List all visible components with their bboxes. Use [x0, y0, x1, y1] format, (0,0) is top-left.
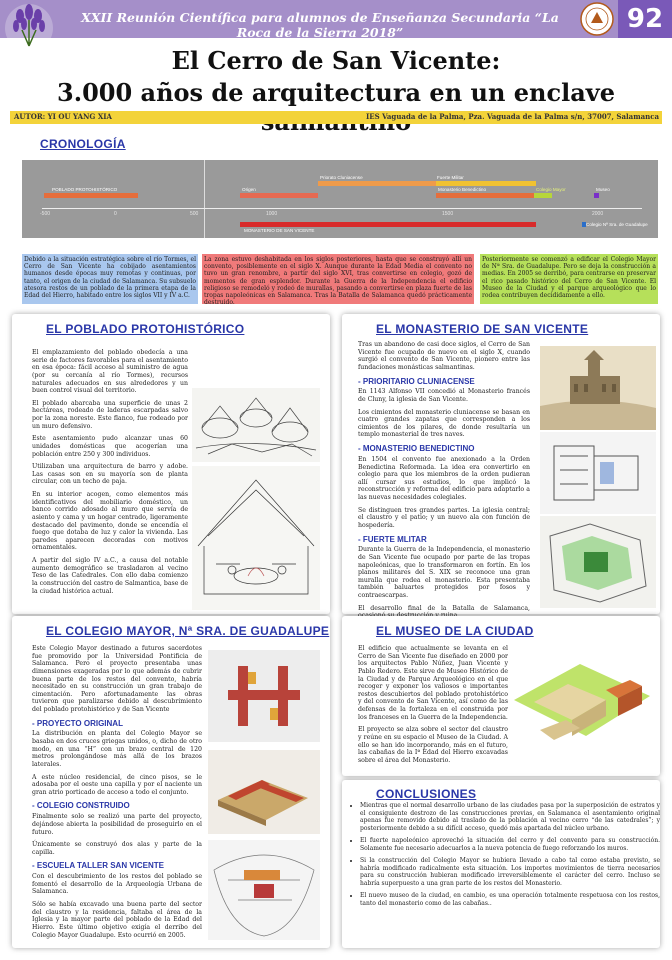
colegio-paragraph: Con el descubrimiento de los restos del poblado se fomentó el desarrollo de la Arqueología Urbana de Salamanca.	[32, 873, 202, 896]
monasterio-paragraph: Se distinguen tres grandes partes. La iglesia central; el claustro y el patio; y un nuevo ala con función de hospedería.	[358, 506, 530, 529]
museo-3d-model	[510, 640, 654, 768]
tick-label: 1000	[266, 211, 278, 217]
bar-colegio-mayor	[534, 193, 552, 198]
timeline-box-2: La zona estuvo deshabitada en los siglos posteriores, hasta que se construyó allí un convento, posiblemente en el siglo X. Aunque durante la Edad Media el convento no tuvo un gran renombre, a partir del siglo XVI, tras convertirse en colegio, gozó de momentos de gran esplendor. Durante la Guerra de la Independencia el edificio religioso se remodeló y rodeó de murallas, pasando a convertirse en plaza fuerte de las tropas napoleónicas en Salamanca. Tras la Batalla de Salamanca quedó prácticamente destruido.	[204, 256, 472, 307]
timeline-divider	[204, 160, 205, 238]
conclusion-item: • Mientras que el normal desarrollo urbano de las ciudades pasa por la superposición de estratos y el consiguiente destrozo de las construcciones previas, en Salamanca el asentamiento original apenas fue removido debido al traslado de la población al vecino cerro “de las catedrales”; y posteriormente debido a su difícil acceso, quedó más apartada del núcleo urbano.	[360, 802, 660, 832]
timeline-axis	[42, 208, 642, 209]
tick-label: 2000	[592, 211, 604, 217]
bar-fuerte	[436, 181, 536, 186]
cronologia-heading: CRONOLOGÍA	[40, 137, 126, 151]
colegio-paragraph: Sólo se había excavado una buena parte del sector del claustro y la residencia, faltaba el área de la Iglesia y la mayor parte del poblado de la Edad del Hierro. Este último objetivo exigía el derribo del Colegio Mayor Guadalupe. Esto ocurrió en 2005.	[32, 901, 202, 939]
subheading-priorato: - PRIORITARIO CLUNIACENSE	[358, 376, 475, 386]
colegio-built-model	[208, 750, 320, 834]
bar-label-colegio-mayor: Colegio Mayor	[536, 187, 566, 192]
monasterio-paragraph: En 1143 Alfonso VII concedió al Monasterio francés de Cluny, la iglesia de San Vicente.	[358, 388, 530, 403]
poblado-paragraph: El emplazamiento del poblado obedecía a una serie de factores favorables para el asentamiento en esa época: fácil acceso al suministro de agua (por su cercanía al río Tormes), recursos naturales adecuados en sus alrededores y un buen control visual del territorio.	[32, 349, 188, 395]
poblado-heading: EL POBLADO PROTOHISTÓRICO	[46, 322, 245, 336]
museo-text	[358, 645, 508, 769]
timeline-box-1: Debido a la situación estratégica sobre el río Tormes, el Cerro de San Vicente ha cobijado asentamientos humanos desde épocas muy remotas y continuas, por tanto, el origen de la ciudad de Salamanca. Su subsuelo atesora restos de un poblado de la primera etapa de la Edad del Hierro, habitado entre los siglos VII y IV a.C.	[22, 254, 198, 304]
bar-label-museo: Museo	[596, 187, 610, 192]
tick-label: 1500	[442, 211, 454, 217]
hut-village-drawing	[192, 388, 320, 462]
conclusion-item: • El fuerte napoleónico aprovechó la situación del cerro y del convento para su construcción. Solamente fue necesario adecuarlos a la nueva potencia de fuego reforzando los muros.	[360, 837, 660, 852]
bar-label-poblado: POBLADO PROTOHISTÓRICO	[52, 187, 118, 192]
bar-monasterio	[240, 222, 536, 227]
subheading-escuela: - ESCUELA TALLER SAN VICENTE	[32, 861, 165, 871]
poblado-paragraph: A partir del siglo IV a.C., a causa del notable aumento demográfico se trasladaron al vecino Teso de las Catedrales. Con ello daba comienzo la construcción del castro de Salmantica, base de la ciudad histórica actual.	[32, 557, 188, 595]
conclusion-item: • Si la construcción del Colegio Mayor se hubiera llevado a cabo tal como estaba previsto, se habría modificado radicalmente esta situación. Los importes movimientos de tierra necesarios para su construcción hubieran modificado irreversiblemente el carácter del cerro. Incluso se habría superpuesto a una gran parte de los restos del Monasterio.	[360, 857, 660, 887]
timeline-box-3: Posteriormente se comenzó a edificar el Colegio Mayor de Nª Sra. de Guadalupe. Pero se deja la construcción a medias. En 2005 se derribó, para centrarse en preservar el rico pasado histórico del Cerro de San Vicente. El Museo de la Ciudad y el parque arqueológico que lo rodea contribuyen decididamente a ello.	[480, 254, 658, 304]
escuela-taller-plan	[208, 840, 320, 940]
poster-number: 92	[618, 0, 672, 38]
poblado-paragraph: Este asentamiento pudo alcanzar unas 60 unidades domésticas que acogerían una población entre 250 y 300 individuos.	[32, 435, 188, 458]
bar-label-fuerte: Fuerte Militar	[437, 175, 464, 180]
monasterio-paragraph: En 1504 el convento fue anexionado a la Orden Benedictina Reformada. La idea era convertirlo en colegio para que los miembros de la orden pudieran allí cursar sus estudios, lo que implicó la reconstrucción y reforma del edificio para adaptarlo a las nuevas necesidades colegiales.	[358, 455, 530, 502]
monasterio-paragraph: Durante la Guerra de la Independencia, el monasterio de San Vicente fue ocupado por parte de las tropas napoleónicas, que lo transformaron en fortín. En los planos militares del S. XIX se reconoce una gran muralla que rodea el monasterio. Esta presentaba también baluartes protegidos por fosos y contraescarpas.	[358, 546, 530, 600]
fortress-plan	[540, 516, 656, 608]
school-address: IES Vaguada de la Palma, Pza. Vaguada de la Palma s/n, 37007, Salamanca	[366, 112, 660, 121]
timeline-chart	[22, 160, 658, 238]
monastery-plan	[540, 432, 656, 514]
bar-poblado	[44, 193, 138, 198]
museo-paragraph: El proyecto se alza sobre el sector del claustro y reúne en su espacio el Museo de la Ciudad. A ello se han ido incorporando, más en el futuro, las cabañas de la Iª Edad del Hierro excavadas sobre el área del Monasterio.	[358, 726, 508, 764]
poblado-paragraph: En su interior acogen, como elementos más identificativos del mobiliario doméstico, un banco corrido adosado al muro que servía de asiento y cama y un hogar centrado, ligeramente destacado del pavimento, donde se encendía el fuego que dotaba de luz y calor la vivienda. Las paredes aparecen decoradas con motivos ornamentales.	[32, 491, 188, 552]
bar-priorato	[318, 181, 436, 186]
bar-label-benedictino: Monasterio Benedictino	[438, 187, 487, 192]
poblado-text	[32, 349, 188, 600]
tick-label: 0	[114, 211, 117, 217]
poster-title-line2: 3.000 años de arquitectura en un enclave	[57, 78, 615, 107]
colegio-heading: EL COLEGIO MAYOR, Nª SRA. DE GUADALUPE	[46, 624, 330, 638]
monasterio-heading: EL MONASTERIO DE SAN VICENTE	[376, 322, 589, 336]
monastery-engraving	[540, 346, 656, 430]
conference-title: XXII Reunión Científica para alumnos de Enseñanza Secundaria “La Roca de la Sierra 2018”	[81, 10, 559, 40]
hut-interior-drawing	[192, 466, 320, 610]
tick-label: 500	[190, 211, 199, 217]
bar-label-origen: Origen	[242, 187, 256, 192]
colegio-paragraph: A este núcleo residencial, de cinco pisos, se le adosaba por el oeste una capilla y por el naciente un gran atrio porticado de acceso a todo el conjunto.	[32, 773, 202, 796]
monasterio-paragraph: Los cimientos del monasterio cluniacense se basan en cuatro grandes zapatas que corresponden a los cimientos de los pilares, de donde resultaría un templo monasterial de tres naves.	[358, 408, 530, 439]
museo-paragraph: El edificio que actualmente se levanta en el Cerro de San Vicente fue diseñado en 2000 por los arquitectos Pablo Núñez, Juan Vicente y Pablo Redero. Este sirve de Museo Histórico de la Ciudad y de Parque Arqueológico en el que recoger y exponer los valiosos e importantes restos descubiertos del poblado protohistórico y del convento de San Vicente, así como de las defensas de la fortaleza en el construida por los franceses en la Guerra de la Independencia.	[358, 645, 508, 721]
bar-benedictino	[436, 193, 536, 198]
poblado-paragraph: Utilizaban una arquitectura de barro y adobe. Las casas son en su mayoría son de planta circular, con un techo de paja.	[32, 463, 188, 486]
monasterio-intro: Tras un abandono de casi doce siglos, el Cerro de San Vicente fue ocupado de nuevo en el siglo X, cuando surgió el convento de San Vicente, pionero entre las fundaciones monásticas salmantinas.	[358, 341, 530, 371]
subheading-benedictino: - MONASTERIO BENEDICTINO	[358, 444, 475, 454]
museo-heading: EL MUSEO DE LA CIUDAD	[376, 624, 534, 638]
poblado-paragraph: El poblado abarcaba una superficie de unas 2 hectáreas, rodeado de laderas escarpadas salvo por la zona noreste. Este flanco, fue rodeado por un muro defensivo.	[32, 399, 188, 430]
subheading-construido: - COLEGIO CONSTRUIDO	[32, 801, 130, 811]
colegio-paragraph: Únicamente se construyó dos alas y parte de la capilla.	[32, 841, 202, 856]
colegio-project-plan	[208, 650, 320, 742]
subheading-proyecto: - PROYECTO ORIGINAL	[32, 718, 123, 728]
bar-label-monasterio: MONASTERIO DE SAN VICENTE	[244, 228, 315, 233]
poster-title-line1: El Cerro de San Vicente:	[171, 46, 501, 75]
university-seal-icon	[580, 2, 614, 36]
conclusiones-heading: CONCLUSIONES	[376, 787, 477, 801]
tick-label: -500	[40, 211, 51, 217]
monasterio-text	[358, 341, 530, 625]
monasterio-paragraph: El desarrollo final de la Batalla de Salamanca,	[358, 604, 530, 612]
colegio-paragraph: Finalmente solo se realizó una parte del proyecto, dejándose abierta la posibilidad de proseguirlo en el futuro.	[32, 813, 202, 836]
subheading-fuerte: - FUERTE MLITAR	[358, 534, 427, 544]
author: AUTOR: YI OU YANG XIA	[14, 112, 112, 121]
conclusion-item: • El nuevo museo de la ciudad, en cambio, es una operación totalmente respetuosa con los restos, tanto del monasterio como de las cabañas..	[360, 892, 660, 907]
bar-label-priorato: Priorato Cluniacense	[320, 175, 363, 180]
colegio-paragraph: La distribución en planta del Colegio Mayor se basaba en dos cruces griegas unidos, o, dicho de otro modo, en una “H” con un brazo central de 120 metros prolongándose más allá de los brazos laterales.	[32, 730, 202, 768]
bar-museo	[594, 193, 599, 198]
bar-origen	[240, 193, 318, 198]
bar-label-guadalupe: Colegio Nª Sra. de Guadalupe	[586, 222, 648, 227]
colegio-intro: Este Colegio Mayor destinado a futuros sacerdotes fue promovido por la Universidad Pontificia de Salamanca. Pero el proyecto presentaba unas dimensiones exageradas por lo que además de cubrir buena parte de los restos del convento, habría necesitado en su construcción un gran trabajo de cimentación. Pero afortunadamente las obras tuvieron que paralizarse debido al descubrimiento del poblado protohistórico y de San Vicente	[32, 645, 202, 713]
colegio-text	[32, 645, 202, 944]
conclusiones-list	[350, 802, 660, 912]
